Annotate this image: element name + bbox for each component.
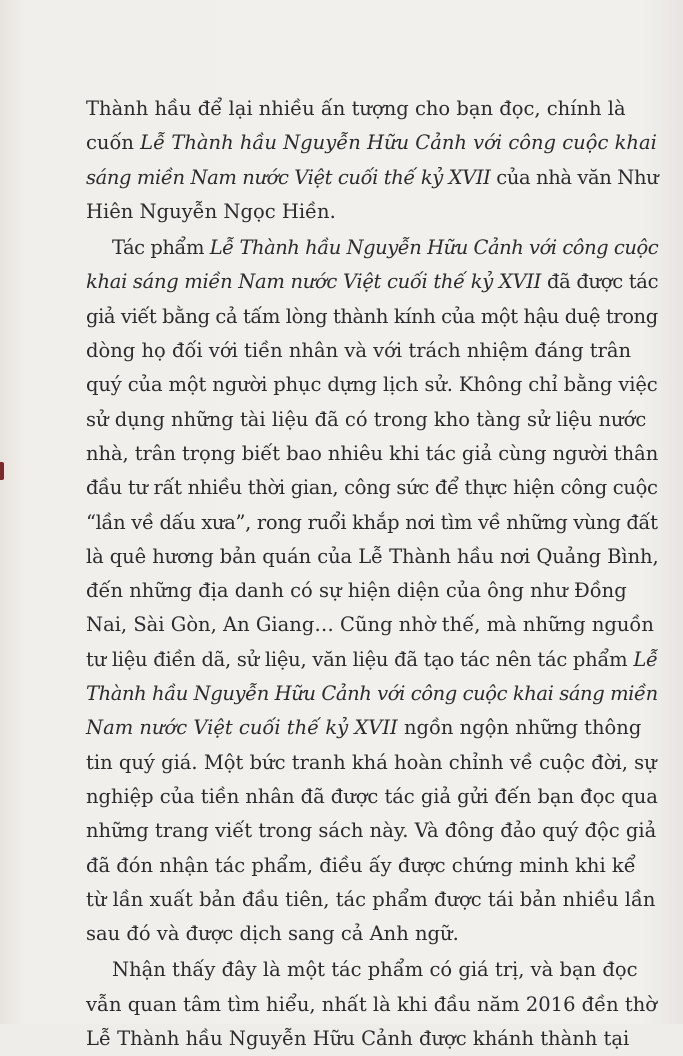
text-segment: sử dụng những tài liệu đã có trong kho tàng sử liệu nước bbox=[86, 407, 647, 431]
text-line bbox=[86, 988, 658, 1022]
text-segment: ngồn ngộn những thông bbox=[397, 716, 642, 740]
text-line bbox=[86, 300, 658, 334]
text-line bbox=[86, 126, 658, 160]
text-segment: vẫn quan tâm tìm hiểu, nhất là khi đầu năm 2016 đền thờ bbox=[86, 992, 658, 1016]
italic-title-text: Lễ bbox=[633, 647, 658, 671]
text-line bbox=[86, 1022, 658, 1056]
text-segment: cuốn bbox=[86, 131, 141, 155]
text-segment: sau đó và được dịch sang cả Anh ngữ. bbox=[86, 922, 459, 946]
text-line bbox=[86, 368, 658, 402]
text-segment: giả viết bằng cả tấm lòng thành kính của một hậu duệ trong bbox=[86, 304, 658, 328]
text-line bbox=[86, 195, 658, 229]
text-line bbox=[86, 231, 658, 265]
italic-title-text: Thành hầu Nguyễn Hữu Cảnh với công cuộc khai sáng miền bbox=[86, 682, 658, 706]
text-segment: Tác phẩm bbox=[112, 236, 210, 260]
text-segment: đã đón nhận tác phẩm, điều ấy được chứng minh khi kể bbox=[86, 853, 636, 877]
text-line bbox=[86, 780, 658, 814]
text-line bbox=[86, 506, 658, 540]
text-line bbox=[86, 711, 658, 745]
text-line bbox=[86, 540, 658, 574]
italic-title-text: Lễ Thành hầu Nguyễn Hữu Cảnh với công cuộc khai bbox=[140, 131, 657, 155]
text-line bbox=[86, 917, 658, 951]
text-segment: Nai, Sài Gòn, An Giang… Cũng nhờ thế, mà những nguồn bbox=[86, 613, 654, 637]
text-line bbox=[86, 574, 658, 608]
text-line bbox=[86, 608, 658, 642]
text-line bbox=[86, 643, 658, 677]
text-segment: những trang viết trong sách này. Và đông đảo quý độc giả bbox=[86, 819, 657, 843]
text-segment: Thành hầu để lại nhiều ấn tượng cho bạn đọc, chính là bbox=[86, 97, 626, 120]
paragraph bbox=[86, 92, 658, 229]
text-line bbox=[86, 953, 658, 987]
text-segment: dòng họ đối với tiền nhân và với trách nhiệm đáng trân bbox=[86, 339, 632, 363]
text-line bbox=[86, 92, 658, 126]
text-segment: Lễ Thành hầu Nguyễn Hữu Cảnh được khánh thành tại bbox=[86, 1027, 630, 1051]
text-segment: nghiệp của tiền nhân đã được tác giả gửi đến bạn đọc qua bbox=[86, 784, 658, 808]
text-segment: nhà, trân trọng biết bao nhiêu khi tác giả cùng người thân bbox=[86, 441, 659, 465]
italic-title-text: sáng miền Nam nước Việt cuối thế kỷ XVII bbox=[86, 165, 491, 189]
text-segment: đến những địa danh có sự hiện diện của ông như Đồng bbox=[86, 579, 627, 603]
text-segment: đã được tác bbox=[541, 270, 659, 294]
italic-title-text: khai sáng miền Nam nước Việt cuối thế kỷ XVII bbox=[86, 270, 542, 294]
text-segment: tư liệu điền dã, sử liệu, văn liệu đã tạo tác nên tác phẩm bbox=[86, 647, 634, 671]
text-segment: của nhà văn Như bbox=[490, 165, 659, 189]
paragraph bbox=[86, 953, 658, 1056]
paragraph bbox=[86, 231, 658, 951]
text-line bbox=[86, 437, 658, 471]
text-line bbox=[86, 334, 658, 368]
text-segment: từ lần xuất bản đầu tiên, tác phẩm được tái bản nhiều lần bbox=[86, 887, 656, 911]
text-segment: Hiên Nguyễn Ngọc Hiền. bbox=[86, 199, 336, 223]
text-segment: “lần về dấu xưa”, rong ruổi khắp nơi tìm về những vùng đất bbox=[86, 510, 658, 534]
italic-title-text: Nam nước Việt cuối thế kỷ XVII bbox=[86, 716, 398, 740]
text-segment: là quê hương bản quán của Lễ Thành hầu nơi Quảng Bình, bbox=[86, 544, 659, 568]
text-line bbox=[86, 849, 658, 883]
text-line bbox=[86, 161, 658, 195]
text-line bbox=[86, 471, 658, 505]
italic-title-text: Lễ Thành hầu Nguyễn Hữu Cảnh với công cuộc bbox=[209, 236, 659, 260]
text-line bbox=[86, 677, 658, 711]
text-segment: quý của một người phục dựng lịch sử. Không chỉ bằng việc bbox=[86, 373, 658, 397]
text-segment: tin quý giá. Một bức tranh khá hoàn chỉnh về cuộc đời, sự bbox=[86, 750, 657, 774]
binding-edge-mark bbox=[0, 462, 4, 480]
text-line bbox=[86, 265, 658, 299]
text-segment: đầu tư rất nhiều thời gian, công sức để thực hiện công cuộc bbox=[86, 476, 658, 500]
text-line bbox=[86, 883, 658, 917]
text-line bbox=[86, 403, 658, 437]
body-text bbox=[86, 92, 658, 1056]
text-segment: Nhận thấy đây là một tác phẩm có giá trị, và bạn đọc bbox=[112, 958, 638, 982]
text-line bbox=[86, 814, 658, 848]
text-line bbox=[86, 746, 658, 780]
